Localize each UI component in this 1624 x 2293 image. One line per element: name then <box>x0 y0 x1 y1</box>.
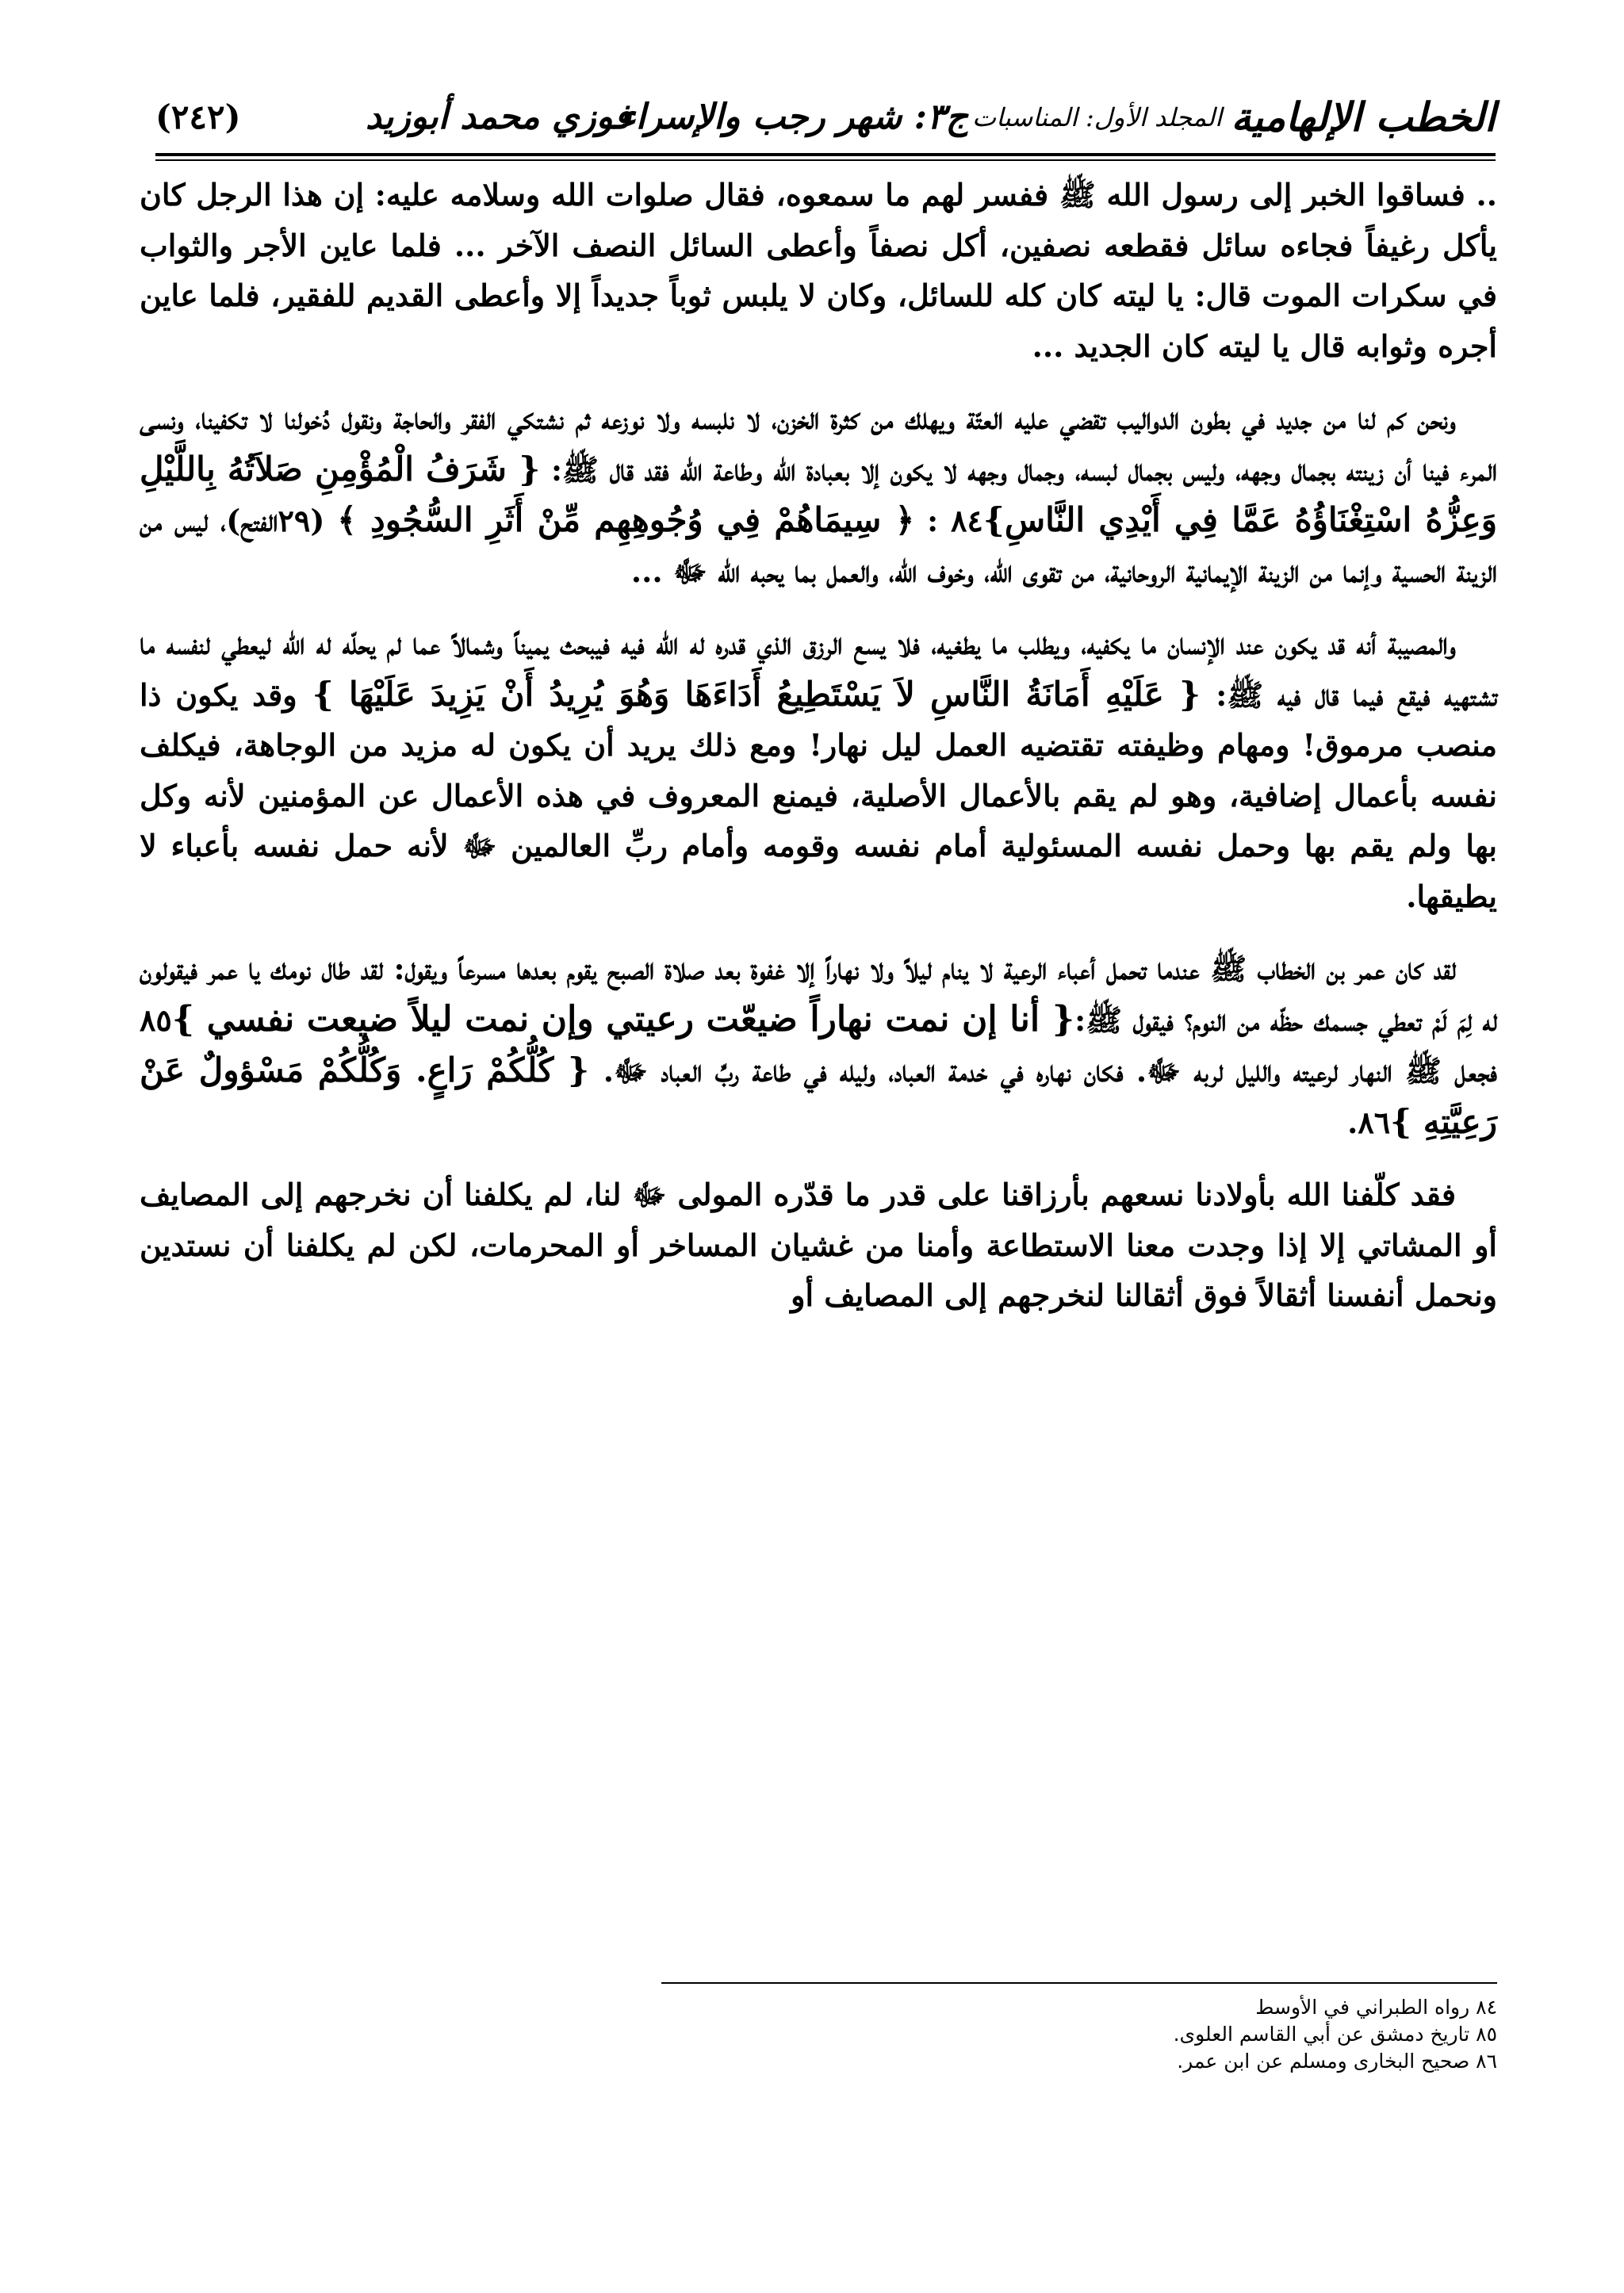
hadith-quote: { شَرَفُ الْمُؤْمِنِ صَلاَتُهُ بِاللَّيْلِ وَعِزُّهُ اسْتِغْنَاؤُهُ عَمَّا فِي أَيْدِي النَّاسِ} <box>140 449 1497 539</box>
paragraph-text: لقد كان عمر بن الخطاب ﷺ عندما تحمل أعباء الرعية لا ينام ليلاً ولا نهاراً إلا غفوة بعد صلاة الصبح يقوم بعدها مسرعاً ويقول: لقد طال نومك يا عمر فيقولون له لِمَ لَمْ تعطي جسمك حظّه من النوم؟ فيقول ﷺ: <box>140 951 1497 1038</box>
page-header <box>155 94 1496 141</box>
hadith-quote: { عَلَيْهِ أَمَانَةُ النَّاسِ لاَ يَسْتَطِيعُ أَدَاءَهَا وَهُوَ يُرِيدُ أَنْ يَزِيدَ عَلَيْهَا } <box>297 674 1216 714</box>
book-title: الخطب الإلهامية <box>1231 94 1496 140</box>
footnote-85: ٨٥ تاريخ دمشق عن أبي القاسم العلوى. <box>1173 2023 1497 2046</box>
volume-label: المجلد الأول: المناسبات <box>971 102 1222 132</box>
paragraph-text: فقد كلّفنا الله بأولادنا نسعهم بأرزاقنا على قدر ما قدّره المولى ﷻ لنا، لم يكلفنا أن نخرجهم إلى المصايف أو المشاتي إلا إذا وجدت معنا الاستطاعة وأمنا من غشيان المساخر أو المحرمات، لكن لم يكلفنا أن نستدين ونحمل أنفسنا أثقالاً فوق أثقالنا لنخرجهم إلى المصايف أو <box>140 1177 1497 1313</box>
page-number: (٢٤٢) <box>155 98 241 136</box>
paragraph-text: فجعل ﷺ النهار لرعيته والليل لربه ﷻ. فكان نهاره في خدمة العباد، وليله في طاعة ربِّ العباد ﷻ. <box>603 1053 1497 1089</box>
paragraph-text: ، ليس من الزينة الحسية وإنما من الزينة الإيمانية الروحانية، من تقوى الله، وخوف الله، والعمل بما يحبه الله ﷻ ... <box>140 503 1497 589</box>
quran-verse: ﴿ سِيمَاهُمْ فِي وُجُوهِهِم مِّنْ أَثَرِ السُّجُودِ ﴾ <box>337 500 915 539</box>
author-name: فوزي محمد أبوزيد <box>366 97 631 137</box>
paragraph-1 <box>140 170 1497 371</box>
footnote-ref: ٨٤ <box>951 503 983 538</box>
verse-reference: (٢٩الفتح) <box>226 503 338 538</box>
paragraph-3 <box>140 618 1497 921</box>
footnotes <box>661 1994 1497 2075</box>
hadith-quote: { كُلُّكُمْ رَاعٍ. وَكُلُّكُمْ مَسْؤولٌ عَنْ رَعِيَّتِهِ } <box>140 1051 1497 1141</box>
paragraph-4 <box>140 944 1497 1147</box>
paragraph-text: ونحن كم لنا من جديد في بطون الدواليب تقضي عليه العتّة ويهلك من كثرة الخزن، لا نلبسه ولا نوزعه ثم نشتكي الفقر والحاجة ونقول دُخولنا لا تكفينا، ونسى المرء فينا أن زينته بجمال وجهه، وليس بجمال لبسه، وجمال وجهه لا يكون إلا بعبادة الله وطاعة الله فقد قال ﷺ: <box>140 400 1497 488</box>
paragraph-2 <box>140 393 1497 596</box>
footnote-ref: ٨٥ <box>140 1001 172 1038</box>
main-text <box>140 170 1497 1343</box>
paragraph-text: وقد يكون ذا منصب مرموق! ومهام وظيفته تقتضيه العمل ليل نهار! ومع ذلك يريد أن يكون له مزيد من الوجاهة، فيكلف نفسه بأعمال إضافية، وهو لم يقم بالأعمال الأصلية، فيمنع المعروف في هذه الأعمال عن المؤمنين لأنه وكل بها ولم يقم بها وحمل نفسه المسئولية أمام نفسه وقومه وأمام ربِّ العالمين ﷻ لأنه حمل نفسه بأعباء لا يطيقها. <box>140 676 1497 914</box>
paragraph-text: .. فساقوا الخبر إلى رسول الله ﷺ ففسر لهم ما سمعوه، فقال صلوات الله وسلامه عليه: إن هذا الرجل كان يأكل رغيفاً فجاءه سائل فقطعه نصفين، أكل نصفاً وأعطى السائل النصف الآخر ... فلما عاين الأجر والثواب في سكرات الموت قال: يا ليته كان كله للسائل، وكان لا يلبس ثوباً جديداً إلا وأعطى القديم للفقير، فلما عاين أجره وثوابه قال يا ليته كان الجديد ... <box>140 177 1497 364</box>
period: . <box>1347 1104 1358 1140</box>
part-label: ج٣: شهر رجب والإسراء <box>619 97 968 137</box>
colon: : <box>927 503 952 538</box>
header-divider <box>155 153 1496 161</box>
athar-quote: { أنا إن نمت نهاراً ضيعّت رعيتي وإن نمت ليلاً ضيعت نفسي } <box>171 998 1075 1039</box>
footnote-divider <box>661 1982 1497 1984</box>
footnote-84: ٨٤ رواه الطبراني في الأوسط <box>1255 1996 1497 2019</box>
footnote-ref: ٨٦ <box>1358 1104 1391 1140</box>
paragraph-text: والمصيبة أنه قد يكون عند الإنسان ما يكفيه، ويطلب ما يطغيه، فلا يسع الرزق الذي قدره له الله فيه فيبحث يميناً وشمالاً عما لم يحلّه له الله ليعطي لنفسه ما تشتهيه فيقع فيما قال فيه ﷺ: <box>140 626 1497 713</box>
footnote-86: ٨٦ صحيح البخارى ومسلم عن ابن عمر. <box>1177 2050 1497 2073</box>
paragraph-5 <box>140 1169 1497 1321</box>
